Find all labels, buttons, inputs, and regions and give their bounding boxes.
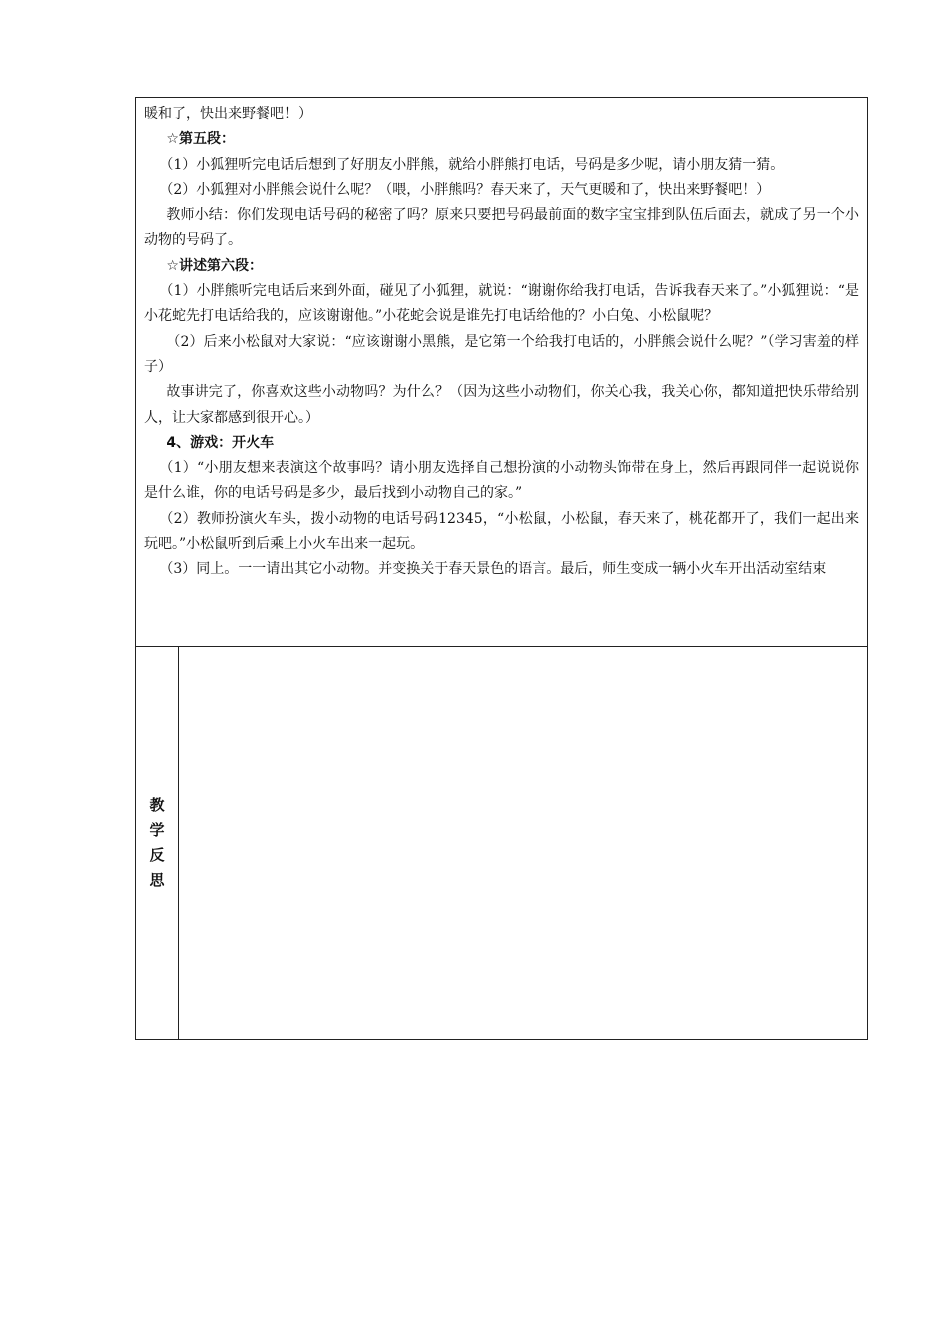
section-heading-6: ☆讲述第六段： [166, 257, 263, 274]
reflection-label-cell [136, 647, 179, 1039]
teacher-summary: 教师小结：你们发现电话号码的秘密了吗？原来只要把号码最前面的数字宝宝排到队伍后面去，就成了另一个小动物的号码了。 [144, 207, 859, 249]
text-paragraph: （3）同上。一一请出其它小动物。并变换关于春天景色的语言。最后，师生变成一辆小火车开出活动室结束 [159, 561, 827, 578]
reflection-label-char: 教 [149, 796, 165, 814]
reflection-content-cell[interactable] [179, 647, 867, 1039]
text-paragraph: 故事讲完了，你喜欢这些小动物吗？为什么？（因为这些小动物们，你关心我，我关心你，都知道把快乐带给别人，让大家都感到很开心。） [144, 384, 859, 426]
text-paragraph: （1）“小朋友想来表演这个故事吗？请小朋友选择自己想扮演的小动物头饰带在身上，然后再跟同伴一起说说你是什么谁，你的电话号码是多少，最后找到小动物自己的家。” [144, 460, 859, 502]
lesson-plan-table [135, 97, 868, 1040]
reflection-row [136, 647, 867, 1039]
game-heading: 4、游戏：开火车 [166, 434, 275, 451]
reflection-label-char: 反 [149, 846, 165, 864]
reflection-label-char: 学 [149, 821, 165, 839]
text-line: 暖和了，快出来野餐吧！） [144, 106, 312, 122]
text-paragraph: （1）小狐狸听完电话后想到了好朋友小胖熊，就给小胖熊打电话，号码是多少呢，请小朋友猜一猜。 [159, 156, 785, 173]
reflection-label-char: 思 [149, 871, 165, 889]
text-paragraph: （1）小胖熊听完电话后来到外面，碰见了小狐狸，就说：“谢谢你给我打电话，告诉我春天来了。”小狐狸说：“是小花蛇先打电话给我的，应该谢谢他。”小花蛇会说是谁先打电话给他的？小白兔、小松鼠呢？ [144, 283, 859, 325]
text-paragraph: （2）后来小松鼠对大家说：“应该谢谢小黑熊，是它第一个给我打电话的，小胖熊会说什么呢？”（学习害羞的样子） [144, 333, 859, 375]
text-paragraph: （2）教师扮演火车头，拨小动物的电话号码12345，“小松鼠，小松鼠，春天来了，桃花都开了，我们一起出来玩吧。”小松鼠听到后乘上小火车出来一起玩。 [144, 510, 859, 553]
text-paragraph: （2）小狐狸对小胖熊会说什么呢？（喂，小胖熊吗？春天来了，天气更暖和了，快出来野餐吧！） [159, 181, 771, 198]
section-heading-5: ☆第五段： [166, 131, 235, 148]
lesson-content-cell [136, 98, 867, 647]
